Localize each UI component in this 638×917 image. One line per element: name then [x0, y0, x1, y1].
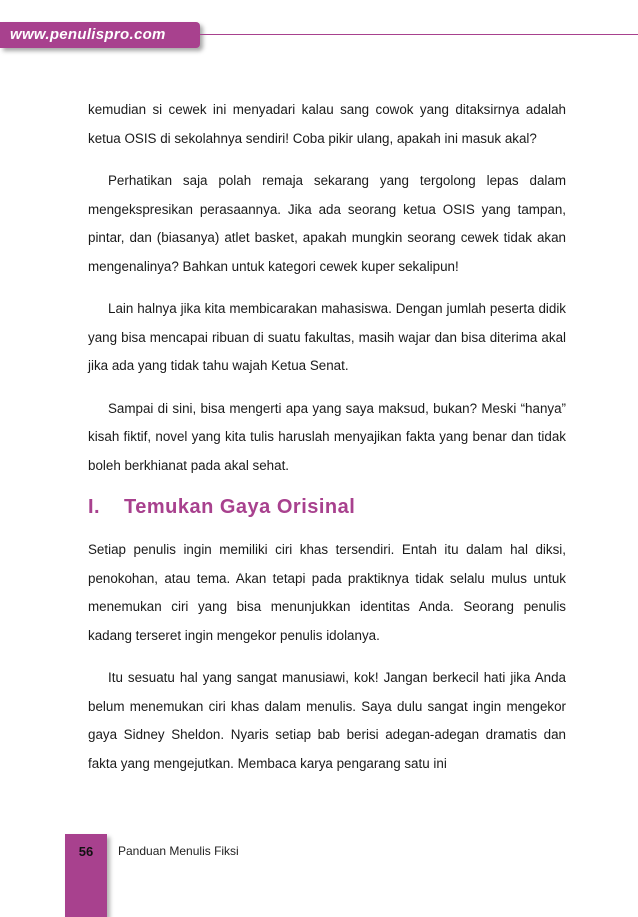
paragraph: kemudian si cewek ini menyadari kalau sang cowok yang ditaksirnya adalah ketua OSIS di sekolahnya sendiri! Coba pikir ulang, apakah ini masuk akal?: [88, 102, 566, 146]
paragraph: Perhatikan saja polah remaja sekarang yang tergolong lepas dalam mengekspresikan perasaannya. Jika ada seorang ketua OSIS yang tampan, pintar, dan (biasanya) atlet basket, apakah mungkin seorang cewek tidak akan mengenalinya? Bahkan untuk kategori cewek kuper sekalipun!: [88, 173, 566, 274]
paragraph: Setiap penulis ingin memiliki ciri khas tersendiri. Entah itu dalam hal diksi, penokohan, atau tema. Akan tetapi pada praktiknya tidak selalu mulus untuk menemukan ciri yang bisa menunjukkan identitas Anda. Seorang penulis kadang terseret ingin mengekor penulis idolanya.: [88, 542, 566, 643]
section-number: I.: [88, 496, 101, 518]
book-title: Panduan Menulis Fiksi: [118, 844, 239, 858]
page-number: 56: [78, 844, 94, 859]
section-title: Temukan Gaya Orisinal: [124, 496, 356, 518]
site-url-tab: [0, 22, 200, 48]
section-heading: [88, 494, 566, 520]
paragraph: Sampai di sini, bisa mengerti apa yang saya maksud, bukan? Meski “hanya” kisah fiktif, novel yang kita tulis haruslah menyajikan fakta yang benar dan tidak boleh berkhianat pada akal sehat.: [88, 400, 566, 473]
site-url: www.penulispro.com: [10, 26, 166, 43]
header-divider: [200, 34, 638, 35]
paragraph: Lain halnya jika kita membicarakan mahasiswa. Dengan jumlah peserta didik yang bisa mencapai ribuan di suatu fakultas, masih wajar dan bisa diterima akal jika ada yang tidak tahu wajah Ketua Senat.: [88, 301, 566, 373]
page-number-tab: [65, 834, 107, 917]
page-body: [88, 96, 566, 792]
paragraph: Itu sesuatu hal yang sangat manusiawi, kok! Jangan berkecil hati jika Anda belum menemukan ciri khas dalam menulis. Saya dulu sangat ingin mengekor gaya Sidney Sheldon. Nyaris setiap bab berisi adegan-adegan dramatis dan fakta yang mengejutkan. Membaca karya pengarang satu ini: [88, 670, 566, 771]
